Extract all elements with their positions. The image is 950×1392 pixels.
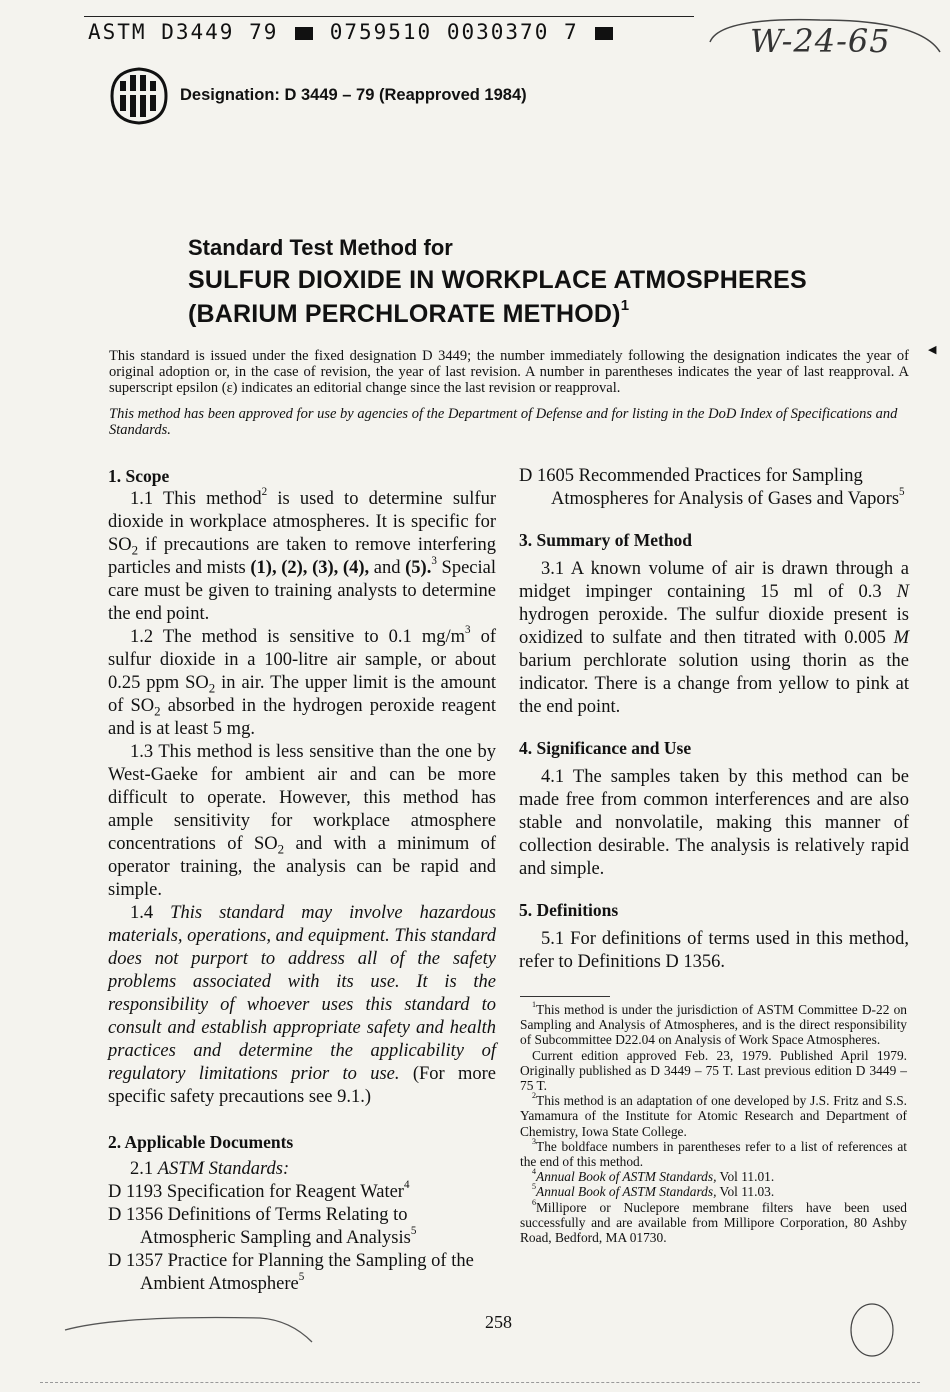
margin-mark-icon: ◀ [928,344,937,356]
left-column [108,465,496,1296]
paragraph-5-1: 5.1 For definitions of terms used in this method, refer to Definitions D 1356. [519,929,909,972]
section-heading-summary: 3. Summary of Method [519,530,693,550]
footnote-3: $^3$The boldface numbers in parentheses refer to a list of references at the end of this method. [520,1136,907,1170]
paragraph-2-1: 2.1 ASTM Standards: [130,1159,290,1179]
paragraph-1-3: 1.3 This method is less sensitive than the one by West-Gaeke for ambient air and can be more difficult to operate. However, this method has ample sensitivity for workplace atmosphere concentrations of $SO_2$ and with a minimum of operator training, the analysis can be rapid and simple. [108,742,496,900]
footnote-4: $^4$Annual Book of ASTM Standards, Vol 11.01. [532,1167,775,1185]
footnotes [520,999,907,1246]
title-line-1: Standard Test Method for [188,235,453,260]
paragraph-4-1: 4.1 The samples taken by this method can be made free from common interferences and are also stable and nonvolatile, making this manner of collection desirable. The analysis is relatively rapid and simple. [519,767,909,879]
hole-punch-circle [848,1300,900,1360]
black-block-mark [295,27,313,40]
section-heading-scope: 1. Scope [108,466,170,486]
footnote-6: $^6$Millipore or Nuclepore membrane filters have been used successfully and are available from Millipore Corporation, 80 Ashby Road, Bedford, MA 01730. [520,1197,907,1246]
issuance-notice: This standard is issued under the fixed designation D 3449; the number immediately following the designation indicates the year of original adoption or, in the case of revision, the year of last revision. A number in parentheses indicates the year of last reapproval. A superscript epsilon (ε) indicates an editorial change since the last revision or reapproval. [109,348,909,396]
title-line-2: SULFUR DIOXIDE IN WORKPLACE ATMOSPHERES [188,266,807,294]
reference-d1193: D 1193 Specification for Reagent Water$^4$ [108,1178,410,1202]
section-heading-significance: 4. Significance and Use [519,738,692,758]
paragraph-3-1: 3.1 A known volume of air is drawn through a midget impinger containing 15 ml of 0.3 N hydrogen peroxide. The sulfur dioxide present is oxidized to sulfate and then titrated with 0.005 M barium perchlorate solution using thorin as the indicator. There is a change from yellow to pink at the end point. [519,559,909,717]
reference-d1356: D 1356 Definitions of Terms Relating to Atmospheric Sampling and Analysis$^5$ [108,1205,417,1248]
footnote-2: $^2$This method is an adaptation of one developed by J.S. Fritz and S.S. Yamamura of the Institute for Atomic Research and Department of Chemistry, Iowa State College. [520,1091,907,1139]
designation: Designation: D 3449 – 79 (Reapproved 1984) [180,86,527,104]
handwritten-note: W-24-65 [750,22,891,60]
pen-stroke-mark [60,1310,320,1350]
right-column [519,465,909,974]
paragraph-1-1: 1.1 This method$^2$ is used to determine sulfur dioxide in workplace atmospheres. It is specific for $SO_2$ if precautions are taken to remove interfering particles and mists (1), (2), (3), (4), and (5).$^3$ Special care must be given to training analysts to determine the end point. [108,485,497,624]
footnote-5: $^5$Annual Book of ASTM Standards, Vol 11.03. [532,1182,775,1200]
paragraph-1-4: 1.4 This standard may involve hazardous materials, operations, and equipment. This standard does not purport to address all of the safety problems associated with its use. It is the responsibility of whoever uses this standard to consult and establish appropriate safety and health practices and determine the applicability of regulatory limitations prior to use. (For more specific safety precautions see 9.1.) [108,903,497,1107]
black-block-mark [595,27,613,40]
page-number: 258 [485,1312,512,1332]
dod-approval-notice: This method has been approved for use by agencies of the Department of Defense and for listing in the DoD Index of Specifications and Standards. [109,406,898,438]
paragraph-1-2: 1.2 The method is sensitive to 0.1 $mg/m^3$ of sulfur dioxide in a 100-litre air sample, or about 0.25 ppm $SO_2$ in air. The upper limit is the amount of $SO_2$ absorbed in the hydrogen peroxide reagent and is at least 5 mg. [108,623,496,739]
footnote-1: $^1$This method is under the jurisdiction of ASTM Committee D-22 on Sampling and Analysis of Atmospheres, and is the direct responsibility of Subcommittee D22.04 on Analysis of Work Space Atmospheres. [520,999,907,1048]
reference-d1605: D 1605 Recommended Practices for Sampling Atmospheres for Analysis of Gases and Vapors$^5$ [519,466,905,509]
title-line-3: (BARIUM PERCHLORATE METHOD)$^1$ [188,296,630,328]
scan-edge [40,1382,920,1383]
footnote-rule [520,996,610,997]
section-heading-applicable-documents: 2. Applicable Documents [108,1132,294,1152]
astm-logo [108,65,170,132]
footnote-1-edition: Current edition approved Feb. 23, 1979. Published April 1979. Originally published as D 3449 – 75 T. Last previous edition D 3449 – 75 T. [520,1047,907,1094]
header-rule [84,16,694,17]
reference-d1357: D 1357 Practice for Planning the Sampling of the Ambient Atmosphere$^5$ [108,1251,474,1294]
section-heading-definitions: 5. Definitions [519,900,619,920]
document-code: ASTM D3449 79 0759510 0030370 7 [88,20,615,44]
